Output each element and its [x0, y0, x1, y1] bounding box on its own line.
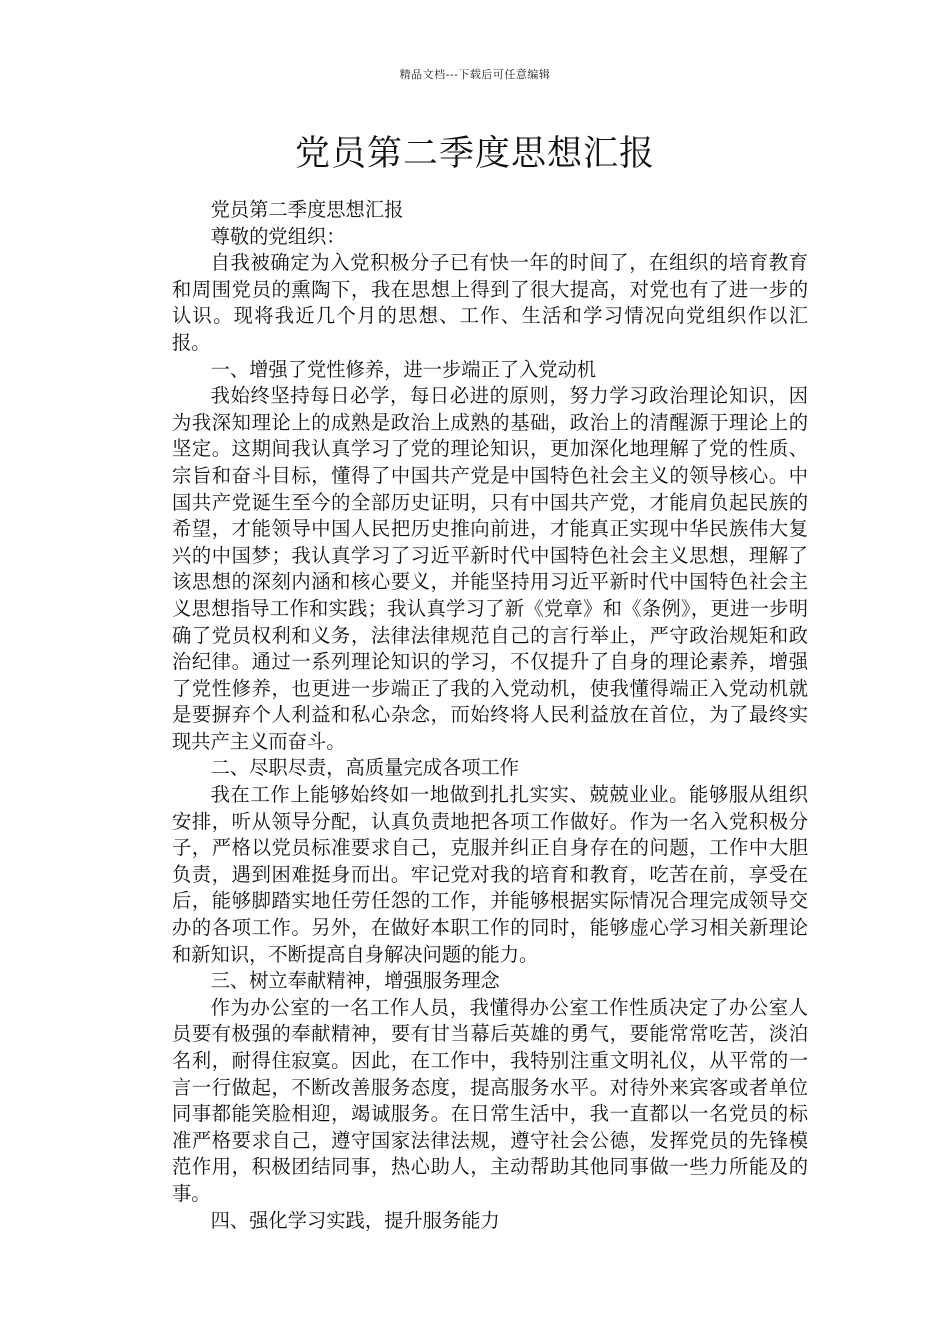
section-heading-1: 一、增强了党性修养，进一步端正了入党动机	[210, 357, 597, 381]
header-note: 精品文档---下载后可任意编辑	[399, 68, 551, 81]
document-body	[172, 197, 808, 1234]
paragraph-intro: 自我被确定为入党积极分子已有快一年的时间了，在组织的培育教育和周围党员的熏陶下，我在思想上得到了很大提高，对党也有了进一步的认识。现将我近几个月的思想、工作、生活和学习情况向党组织作以汇报。	[172, 251, 808, 354]
paragraph-section-1: 我始终坚持每日必学，每日必进的原则，努力学习政治理论知识，因为我深知理论上的成熟是政治上成熟的基础，政治上的清醒源于理论上的坚定。这期间我认真学习了党的理论知识，更加深化地理解了党的性质、宗旨和奋斗目标，懂得了中国共产党是中国特色社会主义的领导核心。中国共产党诞生至今的全部历史证明，只有中国共产党，才能肩负起民族的希望，才能领导中国人民把历史推向前进，才能真正实现中华民族伟大复兴的中国梦；我认真学习了习近平新时代中国特色社会主义思想，理解了该思想的深刻内涵和核心要义，并能坚持用习近平新时代中国特色社会主义思想指导工作和实践；我认真学习了新《党章》和《条例》，更进一步明确了党员权利和义务，法律法律规范自己的言行举止，严守政治规矩和政治纪律。通过一系列理论知识的学习，不仅提升了自身的理论素养，增强了党性修养，也更进一步端正了我的入党动机，使我懂得端正入党动机就是要摒弃个人利益和私心杂念，而始终将人民利益放在首位，为了最终实现共产主义而奋斗。	[172, 384, 808, 753]
paragraph-section-2: 我在工作上能够始终如一地做到扎扎实实、兢兢业业。能够服从组织安排，听从领导分配，认真负责地把各项工作做好。作为一名入党积极分子，严格以党员标准要求自己，克服并纠正自身存在的问题，工作中大胆负责，遇到困难挺身而出。牢记党对我的培育和教育，吃苦在前，享受在后，能够脚踏实地任劳任怨的工作，并能够根据实际情况合理完成领导交办的各项工作。另外，在做好本职工作的同时，能够虚心学习相关新理论和新知识，不断提高自身解决问题的能力。	[172, 783, 808, 966]
paragraph-subtitle: 党员第二季度思想汇报	[210, 198, 404, 221]
section-heading-2: 二、尽职尽责，高质量完成各项工作	[210, 756, 520, 780]
paragraph-section-3: 作为办公室的一名工作人员，我懂得办公室工作性质决定了办公室人员要有极强的奉献精神，要有甘当幕后英雄的勇气，要能常常吃苦，淡泊名利，耐得住寂寞。因此，在工作中，我特别注重文明礼仪，从平常的一言一行做起，不断改善服务态度，提高服务水平。对待外来宾客或者单位同事都能笑脸相迎，竭诚服务。在日常生活中，我一直都以一名党员的标准严格要求自己，遵守国家法律法规，遵守社会公德，发挥党员的先锋模范作用，积极团结同事，热心助人，主动帮助其他同事做一些力所能及的事。	[172, 995, 808, 1205]
section-heading-4: 四、强化学习实践，提升服务能力	[210, 1208, 500, 1232]
document-title: 党员第二季度思想汇报	[294, 134, 655, 174]
section-heading-3: 三、树立奉献精神，增强服务理念	[210, 969, 500, 993]
paragraph-salutation: 尊敬的党组织：	[210, 224, 346, 248]
